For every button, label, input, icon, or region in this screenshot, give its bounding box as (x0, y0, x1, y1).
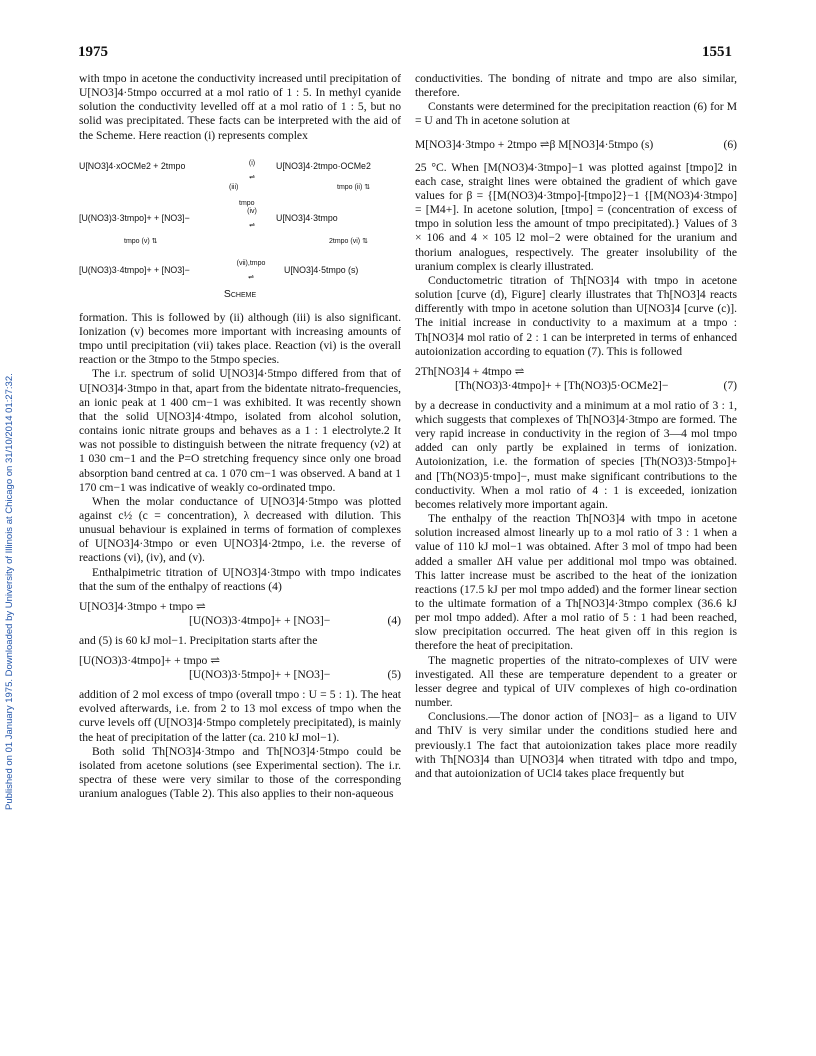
left-paragraph-8: Both solid Th[NO3]4·3tmpo and Th[NO3]4·5tmpo could be isolated from acetone solutions (see Experimental section). The i.r. spectra of these were very similar to those of the corresponding uranium analogues (Table 2). This also applies to their non-aqueous (79, 744, 401, 801)
left-paragraph-7: addition of 2 mol excess of tmpo (overall tmpo : U = 5 : 1). The heat evolved afterwards, i.e. from 2 to 13 mol excess of tmpo when the curve levels off (U[NO3]4·5tmpo completely precipitated), is mainly the heat of precipitation of the latter (ca. 210 kJ mol−1). (79, 688, 401, 744)
reaction-scheme (79, 157, 401, 307)
scheme-r1b: U[NO3]4·2tmpo·OCMe2 (276, 160, 371, 171)
equation-6-number: (6) (723, 137, 737, 151)
equation-7-line-2: [Th(NO3)3·4tmpo]+ + [Th(NO3)5·OCMe2]− (455, 378, 669, 392)
equation-4-number: (4) (387, 613, 401, 627)
equation-7-number: (7) (723, 378, 737, 392)
left-paragraph-4: When the molar conductance of U[NO3]4·5tmpo was plotted against c½ (c = concentration), λ decreased with dilution. This unusual behaviour is explained in terms of formation of complexes of U[NO3]4·3tmpo or even U[NO3]4·2tmpo, i.e. the reverse of reactions (vi), (iv), and (v). (79, 494, 401, 565)
equation-5-number: (5) (387, 668, 401, 682)
equation-5-line-1: [U(NO3)3·4tmpo]+ + tmpo ⇌ (79, 654, 220, 668)
scheme-tmpo-label: tmpo (239, 199, 255, 207)
left-paragraph-6: and (5) is 60 kJ mol−1. Precipitation starts after the (79, 633, 318, 647)
scheme-arrow-iii: (iii) (229, 183, 239, 191)
left-paragraph-1: with tmpo in acetone the conductivity increased until precipitation of U[NO3]4·5tmpo occurred at a mol ratio of 1 : 5. In methyl cyanide solution the conductivity levelled off at a mol ratio of 1 : 5, but no solid was precipitated. These facts can be interpreted with the aid of the Scheme. Here reaction (i) represents complex (79, 72, 401, 142)
left-paragraph-3: The i.r. spectrum of solid U[NO3]4·5tmpo differed from that of U[NO3]4·3tmpo in that, apart from the bidentate nitrato-frequencies, an ionic peak at 1 400 cm−1 was exhibited. It was recently shown that the solid U[NO3]4·4tmpo, isolated from alcohol solution, contains ionic nitrate groups and behaves as a 1 : 1 electrolyte.2 It was not possible to distinguish between the nitrate frequency (ν2) at 1 030 cm−1 and the P=O stretching frequency since only one broad absorption band centred at ca. 1 070 cm−1 was observed. A band at 1 170 cm−1 was indicative of weakly co-ordinated tmpo. (79, 367, 401, 494)
right-paragraph-6: The enthalpy of the reaction Th[NO3]4 with tmpo in acetone solution increased almost linearly up to a mol ratio of 3 : 1 when a value of 110 kJ mol−1 was obtained. After 3 mol of tmpo had been added a smaller ΔH value per additional mol tmpo was obtained. This latter increase must be ascribed to the heat of the ionization reactions (17.5 kJ per mol tmpo added) and the former linear section to the ultimate formation of a Th[NO3]4·3tmpo complex (36.6 kJ per mol tmpo added). After a mol ratio of 5 : 1 had been reached, slow precipitation occurred. The heat given off in this region is therefore the heat of precipitation. (415, 512, 737, 653)
left-paragraph-5: Enthalpimetric titration of U[NO3]4·3tmpo with tmpo indicates that the sum of the enthalpy of reactions (4) (79, 565, 401, 593)
download-watermark (4, 190, 18, 810)
scheme-arrow-iv: (iv) ⇌ (247, 207, 257, 229)
scheme-r3b: U[NO3]4·5tmpo (s) (284, 264, 359, 275)
scheme-r2a: [U(NO3)3·3tmpo]+ + [NO3]− (79, 212, 190, 223)
equation-6-body: M[NO3]4·3tmpo + 2tmpo ⇌β M[NO3]4·5tmpo (s) (415, 137, 654, 151)
left-paragraph-2: formation. This is followed by (ii) although (iii) is also significant. Ionization (v) becomes more important with increasing amounts of tmpo until precipitation (vii) takes place. Reaction (vi) is the overall reaction or the 3tmpo to the 5tmpo species. (79, 310, 401, 367)
scheme-arrow-i: (i) ⇌ (248, 159, 256, 181)
scheme-arrow-vi: 2tmpo (vi) ⇅ (329, 237, 368, 245)
scheme-r1a: U[NO3]4·xOCMe2 + 2tmpo (79, 160, 186, 171)
scheme-r2b: U[NO3]4·3tmpo (276, 212, 338, 223)
equation-5-line-2: [U(NO3)3·5tmpo]+ + [NO3]− (189, 668, 331, 682)
equation-7-line-1: 2Th[NO3]4 + 4tmpo ⇌ (415, 364, 525, 378)
scheme-caption: Scheme (223, 287, 257, 300)
scheme-arrow-v: tmpo (v) ⇅ (124, 237, 158, 245)
right-paragraph-8: Conclusions.—The donor action of [NO3]− as a ligand to UIV and ThIV is very similar under the conditions studied here and previously.1 The fact that autoionization takes place more readily with Th[NO3]4 than U[NO3]4 when titrated with tdpo and tmpo, and that autoionization of UCl4 takes place frequently but (415, 710, 737, 780)
journal-year: 1975 (78, 44, 108, 60)
scheme-arrow-vii: (vii),tmpo ⇌ (236, 259, 266, 281)
equation-4 (79, 600, 401, 628)
right-paragraph-3: 25 °C. When [M(NO3)4·3tmpo]−1 was plotted against [tmpo]2 in each case, straight lines were obtained the gradient of which gave values for β = {[M(NO3)4·3tmpo]-[tmpo]2}−1 {[M(NO3)4·3tmpo] = [M4+]. In acetone solution, [tmpo] = (concentration of excess of tmpo in solution less the amount of tmpo precipitated).} Values of 3 × 106 and 4 × 105 l2 mol−2 were obtained for the uranium and thorium analogues, respectively. The greater insolubility of the uranium complex is clearly illustrated. (415, 160, 737, 273)
right-paragraph-1: conductivities. The bonding of nitrate and tmpo are also similar, therefore. (415, 72, 737, 100)
right-paragraph-7: The magnetic properties of the nitrato-complexes of UIV were investigated. All these are temperature dependent to a greater or lesser degree and typical of UIV complexes of high co-ordination number. (415, 653, 737, 710)
right-paragraph-4: Conductometric titration of Th[NO3]4 with tmpo in acetone solution [curve (d), Figure] clearly illustrates that Th[NO3]4 reacts differently with tmpo in acetone solution than U[NO3]4 [curve (c)]. The initial increase in conductivity to a maximum at a tmpo : Th[NO3]4 mol ratio of 2 : 1 can be interpreted in terms of enhanced autoionization according to equation (7). This is followed (415, 273, 737, 358)
right-paragraph-2: Constants were determined for the precipitation reaction (6) for M = U and Th in acetone solution at (415, 100, 737, 128)
scheme-arrow-ii: tmpo (ii) ⇅ (337, 183, 371, 191)
equation-5 (79, 654, 401, 682)
right-column (415, 72, 737, 781)
right-paragraph-5: by a decrease in conductivity and a minimum at a mol ratio of 3 : 1, which suggests that complexes of Th[NO3]4·3tmpo are formed. The very rapid increase in conductivity in the region of 3—4 mol tmpo added can only partly be explained in terms of ionization. Autoionization, i.e. the formation of species [Th(NO3)3·5tmpo]+ and [Th(NO3)5·tmpo]−, must make significant contributions to the conductivity. When a mol ratio of 4 : 1 is exceeded, ionization becomes relatively more important again. (415, 398, 737, 511)
equation-6 (415, 138, 737, 152)
download-note[interactable]: Published on 01 January 1975. Downloaded by University of Illinois at Chicago on 31/10/2014 01:27:32. (4, 373, 15, 810)
page-number: 1551 (702, 44, 732, 60)
equation-7 (415, 365, 737, 393)
scheme-r3a: [U(NO3)3·4tmpo]+ + [NO3]− (79, 264, 190, 275)
left-column (79, 72, 401, 801)
equation-4-line-1: U[NO3]4·3tmpo + tmpo ⇌ (79, 599, 206, 613)
equation-4-line-2: [U(NO3)3·4tmpo]+ + [NO3]− (189, 613, 331, 627)
